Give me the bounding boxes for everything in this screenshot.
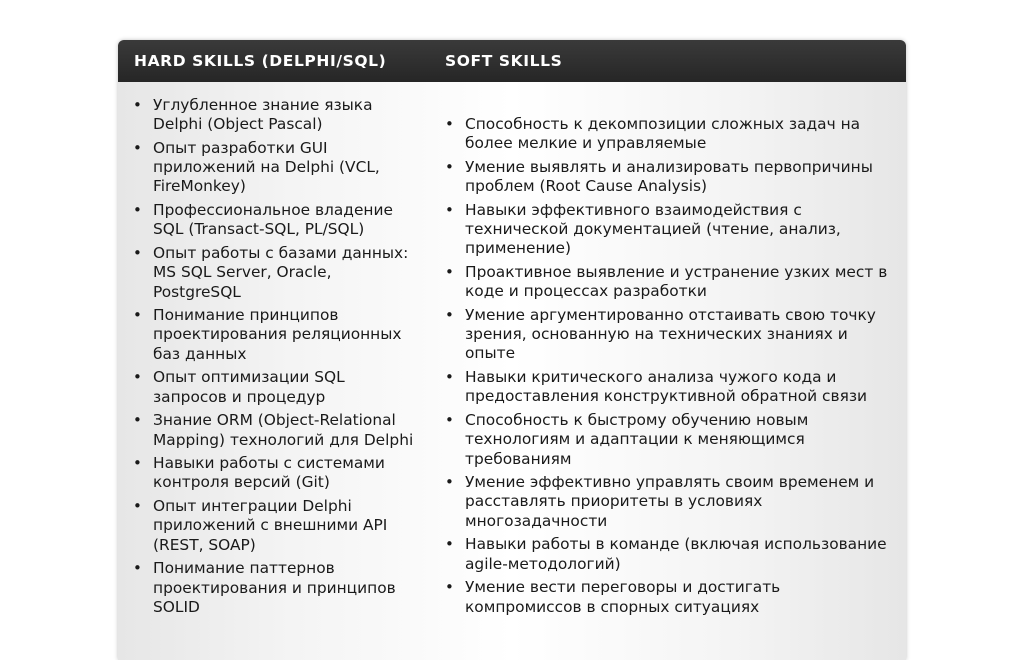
- list-item: [444, 368, 894, 407]
- list-item: [444, 535, 894, 574]
- header-hard-skills: HARD SKILLS (DELPHI/SQL): [134, 52, 387, 70]
- list-item: [444, 306, 894, 364]
- bullet-icon: •: [445, 473, 454, 492]
- bullet-icon: •: [445, 262, 454, 281]
- list-item-text: Понимание паттернов проектирования и принципов SOLID: [153, 559, 396, 616]
- bullet-icon: •: [445, 200, 454, 219]
- bullet-icon: •: [445, 368, 454, 387]
- skills-table: [118, 40, 906, 660]
- list-item: [132, 368, 422, 407]
- list-item: [444, 411, 894, 469]
- list-item: [132, 454, 422, 493]
- list-item-text: Навыки критического анализа чужого кода и предоставления конструктивной обратной связи: [465, 368, 868, 406]
- bullet-icon: •: [133, 497, 142, 516]
- bullet-icon: •: [133, 138, 142, 157]
- list-item: [132, 306, 422, 364]
- list-item-text: Опыт работы с базами данных: MS SQL Server, Oracle, PostgreSQL: [153, 243, 409, 301]
- list-item: [444, 578, 894, 617]
- bullet-icon: •: [133, 306, 142, 325]
- bullet-icon: •: [445, 115, 454, 133]
- list-item-text: Навыки работы в команде (включая использование agile-методологий): [465, 535, 887, 573]
- list-item: [132, 559, 422, 617]
- bullet-icon: •: [445, 410, 454, 429]
- list-item: [132, 497, 422, 555]
- hard-skills-list: [132, 96, 422, 621]
- bullet-icon: •: [445, 578, 454, 597]
- list-item-text: Способность к быстрому обучению новым технологиям и адаптации к меняющимся требованиям: [465, 410, 809, 468]
- list-item: [132, 139, 422, 197]
- list-item: [444, 201, 894, 259]
- list-item-text: Умение вести переговоры и достигать компромиссов в спорных ситуациях: [465, 578, 781, 616]
- list-item: [132, 244, 422, 302]
- list-item-text: Умение выявлять и анализировать первопричины проблем (Root Cause Analysis): [465, 157, 873, 196]
- soft-skills-list: [444, 115, 894, 621]
- list-item-text: Понимание принципов проектирования реляционных баз данных: [153, 306, 402, 363]
- list-item: [132, 96, 422, 135]
- list-item-text: Опыт разработки GUI приложений на Delphi (VCL, FireMonkey): [153, 138, 380, 196]
- bullet-icon: •: [133, 243, 142, 262]
- list-item-text: Опыт интеграции Delphi приложений с внешними API (REST, SOAP): [153, 497, 388, 554]
- list-item-text: Проактивное выявление и устранение узких мест в коде и процессах разработки: [465, 262, 888, 301]
- bullet-icon: •: [133, 201, 142, 220]
- list-item: [132, 411, 422, 450]
- table-header: [118, 40, 906, 82]
- list-item-text: Способность к декомпозиции сложных задач на более мелкие и управляемые: [465, 115, 861, 153]
- bullet-icon: •: [445, 305, 454, 324]
- header-soft-skills: SOFT SKILLS: [445, 52, 563, 70]
- list-item-text: Опыт оптимизации SQL запросов и процедур: [153, 368, 345, 406]
- list-item-text: Навыки эффективного взаимодействия с технической документацией (чтение, анализ, применение): [465, 200, 841, 258]
- list-item: [444, 473, 894, 531]
- list-item-text: Профессиональное владение SQL (Transact-SQL, PL/SQL): [153, 201, 393, 239]
- bullet-icon: •: [133, 96, 142, 114]
- bullet-icon: •: [445, 157, 454, 176]
- list-item: [444, 115, 894, 154]
- bullet-icon: •: [445, 535, 454, 554]
- bullet-icon: •: [133, 559, 142, 578]
- bullet-icon: •: [133, 454, 142, 473]
- list-item-text: Умение эффективно управлять своим временем и расставлять приоритеты в условиях многозадачности: [465, 473, 875, 530]
- list-item-text: Углубленное знание языка Delphi (Object Pascal): [153, 96, 373, 134]
- list-item-text: Знание ORM (Object-Relational Mapping) технологий для Delphi: [153, 411, 414, 449]
- list-item: [444, 158, 894, 197]
- list-item: [132, 201, 422, 240]
- bullet-icon: •: [133, 411, 142, 430]
- bullet-icon: •: [133, 368, 142, 387]
- list-item-text: Умение аргументированно отстаивать свою точку зрения, основанную на технических знаниях и опыте: [465, 305, 876, 363]
- list-item-text: Навыки работы с системами контроля версий (Git): [153, 454, 385, 492]
- list-item: [444, 263, 894, 302]
